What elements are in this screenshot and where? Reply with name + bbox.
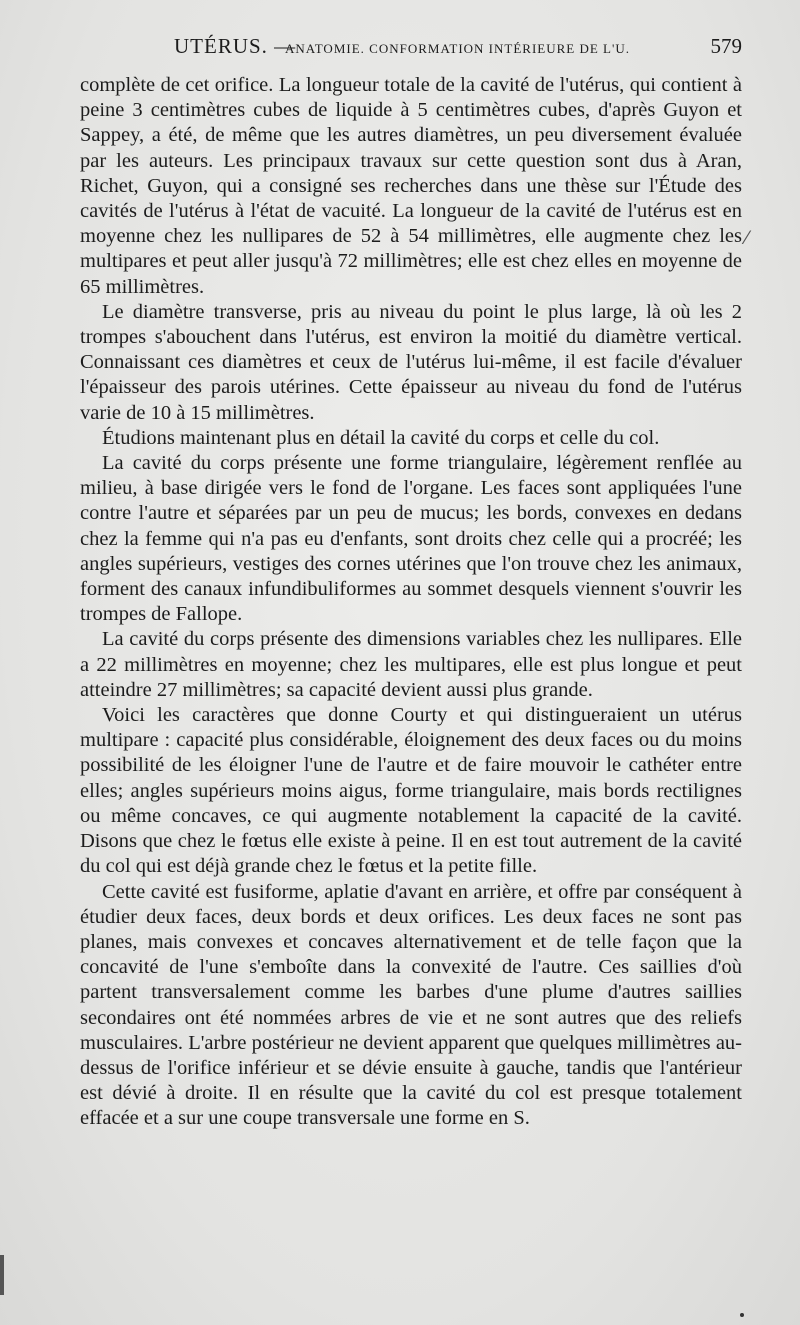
binding-edge [0, 1255, 4, 1295]
paragraph: Cette cavité est fusiforme, aplatie d'avant en arrière, et offre par conséquent à étudier deux faces, deux bords et deux orifices. Les deux faces ne sont pas planes, mais convexes et concaves alternativement et de telle façon que la concavité de l'une s'emboîte dans la convexité de l'autre. Ces saillies d'où partent transversalement comme les barbes d'une plume d'autres saillies secondaires ont été nommées arbres de vie et ne sont autres que des reliefs musculaires. L'arbre postérieur ne devient apparent que quelques millimètres au-dessus de l'orifice inférieur et se dévie ensuite à gauche, tandis que l'antérieur est dévié à droite. Il en résulte que la cavité du col est presque totalement effacée et a sur une coupe transversale une forme en S. [80, 880, 742, 1130]
header-subtitle: ANATOMIE. CONFORMATION INTÉRIEURE DE L'U. [285, 41, 630, 56]
paragraph: Le diamètre transverse, pris au niveau du point le plus large, là où les 2 trompes s'abouchent dans l'utérus, est environ la moitié du diamètre vertical. Connaissant ces diamètres et ceux de l'utérus lui-même, il est facile d'évaluer l'épaisseur des parois utérines. Cette épaisseur au niveau du fond de l'utérus varie de 10 à 15 millimètres. [80, 300, 742, 424]
paragraph: La cavité du corps présente une forme triangulaire, légèrement renflée au milieu, à base dirigée vers le fond de l'organe. Les faces sont appliquées l'une contre l'autre et séparées par un peu de mucus; les bords, convexes en dedans chez la femme qui n'a pas eu d'enfants, sont droits chez celle qui a procréé; les angles supérieurs, vestiges des cornes utérines que l'on trouve chez les animaux, forment des canaux infundibuliformes au sommet desquels viennent s'ouvrir les trompes de Fallope. [80, 452, 742, 626]
page-number: 579 [710, 34, 742, 58]
paragraph: La cavité du corps présente des dimensions variables chez les nullipares. Elle a 22 millimètres en moyenne; chez les multipares, elle est plus longue et peut atteindre 27 millimètres; sa capacité devient aussi plus grande. [80, 628, 742, 701]
margin-mark-icon: ⁄ [744, 228, 748, 249]
paragraph: Étudions maintenant plus en détail la cavité du corps et celle du col. [102, 426, 660, 449]
running-header [76, 34, 742, 64]
body-text [80, 73, 742, 1132]
speck-icon [740, 1313, 744, 1317]
header-title: UTÉRUS. — [174, 34, 297, 58]
paragraph: Voici les caractères que donne Courty et qui distingueraient un utérus multipare : capacité plus considérable, éloignement des deux faces ou du moins possibilité de les éloigner l'une de l'autre et de faire mouvoir le cathéter entre elles; angles supérieurs moins aigus, forme triangulaire, mais bords rectilignes ou même concaves, ce qui augmente notablement la capacité de la cavité. Disons que chez le fœtus elle existe à peine. Il en est tout autrement de la cavité du col qui est déjà grande chez le fœtus et la petite fille. [80, 704, 742, 878]
paragraph: complète de cet orifice. La longueur totale de la cavité de l'utérus, qui contient à peine 3 centimètres cubes de liquide à 5 centimètres cubes, d'après Guyon et Sappey, a été, de même que les autres diamètres, un peu diversement évaluée par les auteurs. Les principaux travaux sur cette question sont dus à Aran, Richet, Guyon, qui a consigné ses recherches dans une thèse sur l'Étude des cavités de l'utérus à l'état de vacuité. La longueur de la cavité de l'utérus est en moyenne chez les nullipares de 52 à 54 millimètres, elle augmente chez les multipares et peut aller jusqu'à 72 millimètres; elle est chez elles en moyenne de 65 millimètres. [80, 74, 742, 298]
